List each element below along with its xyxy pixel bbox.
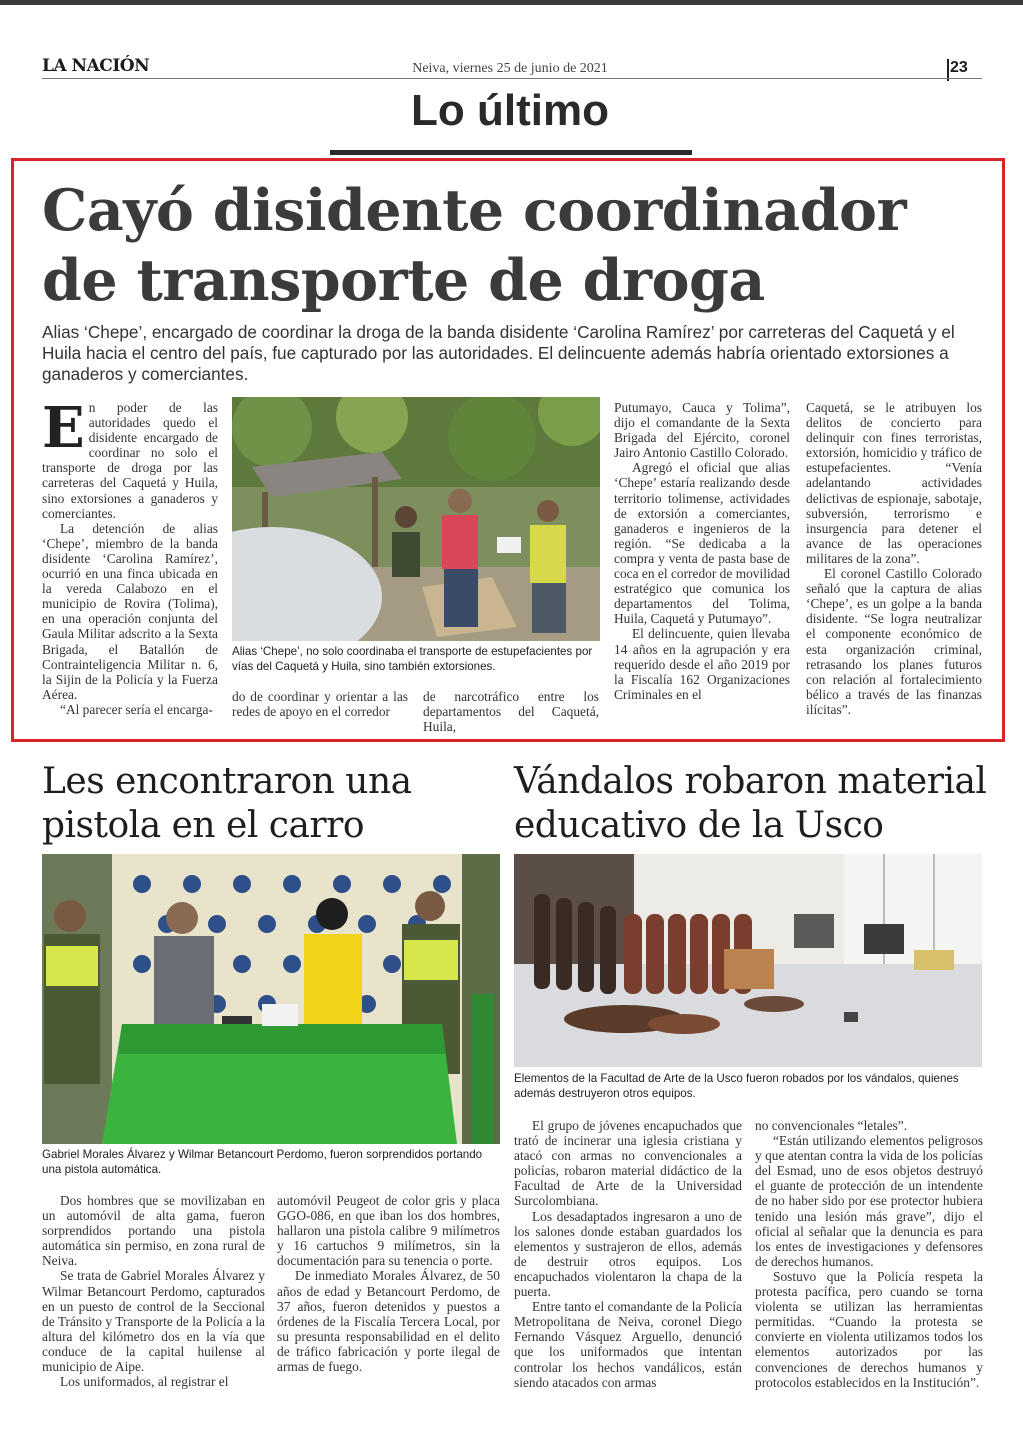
story3-paragraph: “Están utilizando elementos peligrosos y que atentan contra la vida de los policías del Esmad, uno de esos objetos destruyó el guante de protección de un intendente de no haber sido por ese protector hubiera tenido una lesión más grave”, dijo el oficial al señalar que la denuncia es para los entes de investigaciones y defensores de derechos humanos. <box>755 1133 983 1269</box>
detainees-photo <box>42 854 500 1144</box>
story3-paragraph: El grupo de jóvenes encapuchados que trató de incinerar una iglesia cristiana y atacó con armas no convencionales a policías, robaron material didáctico de la Facultad de Arte de la Universidad Surcolombiana. <box>514 1118 742 1209</box>
story3-column-2 <box>755 1118 983 1390</box>
story2-paragraph: Se trata de Gabriel Morales Álvarez y Wilmar Betancourt Perdomo, capturados en un puesto de control de la Seccional de Tránsito y Transporte de la Policía a la altura del kilómetro dos en la vía que conduce de la capital huilense al municipio de Aipe. <box>42 1268 265 1375</box>
story2-headline-line2: pistola en el carro <box>42 805 365 846</box>
story2-column-2 <box>277 1193 500 1374</box>
story1-paragraph: Caquetá, se le atribuyen los delitos de concierto para delinquir con fines terroristas, extorsión, homicidio y tráfico de estupefacientes. “Venía adelantando actividades delictivas de espionaje, sabotaje, subversión, terrorismo e insurgencia para detener el avance de las operaciones militares de la zona”. <box>806 400 982 566</box>
story3-headline <box>514 760 994 848</box>
story2-paragraph: Los uniformados, al registrar el <box>60 1374 229 1390</box>
story1-headline-line2: de transporte de droga <box>42 247 765 314</box>
story1-paragraph: do de coordinar y orientar a las redes de apoyo en el corredor <box>232 689 408 720</box>
story3-photo <box>514 854 982 1067</box>
story2-photo <box>42 854 500 1144</box>
story1-headline-line1: Cayó disidente coordinador <box>42 177 907 244</box>
issue-date: Neiva, viernes 25 de junio de 2021 <box>412 61 608 76</box>
story1-column-1 <box>42 395 218 717</box>
story1-paragraph: n poder de las autoridades quedo el disidente encargado de coordinar no solo el transporte de droga por las carreteras del Caquetá y Huila, sino extorsiones a ganaderos y comerciantes. <box>42 400 218 521</box>
story1-deck: Alias ‘Chepe’, encargado de coordinar la droga de la banda disidente ‘Carolina Ramírez’ por carreteras del Caquetá y el Huila hacia el centro del país, fue capturado por las autoridades. El delincuente además habría orientado extorsiones a ganaderos y comerciantes. <box>42 322 955 384</box>
story1-paragraph: “Al parecer sería el encarga- <box>60 701 213 717</box>
arrest-scene-photo <box>232 397 600 641</box>
story3-photo-caption: Elementos de la Facultad de Arte de la Usco fueron robados por los vándalos, quienes además destruyeron otros equipos. <box>514 1072 959 1100</box>
story1-column-5 <box>806 400 982 717</box>
story3-paragraph: Los desadaptados ingresaron a uno de los salones donde estaban guardados los elementos y sustrajeron de ellos, además de destruir otros equipos. Los encapuchados violentaron la chapa de la puerta. <box>514 1208 742 1300</box>
story1-column-2 <box>232 689 408 719</box>
story3-headline-line2: educativo de la Usco <box>514 805 884 846</box>
drop-cap: E <box>42 395 85 461</box>
section-title: Lo último <box>411 86 609 135</box>
story2-photo-caption: Gabriel Morales Álvarez y Wilmar Betancourt Perdomo, fueron sorprendidos portando una pistola automática. <box>42 1148 483 1176</box>
story2-paragraph: automóvil Peugeot de color gris y placa GGO-086, en que iban los dos hombres, hallaron una pistola calibre 9 milímetros y 16 cartuchos 9 milímetros, sin la documentación para su tenencia o porte. <box>277 1193 500 1269</box>
masthead-divider <box>42 78 982 79</box>
classroom-photo <box>514 854 982 1067</box>
story1-photo <box>232 397 600 641</box>
story1-paragraph: Agregó el oficial que alias ‘Chepe’ estaría realizando desde territorio tolimense, actividades de extorsión a comerciantes, ganaderos e ingenieros de la región. “Se dedicaba a la compra y venta de pasta base de coca en el corredor de movilidad estratégico que comunica los departamentos del Tolima, Huila, Caquetá y Putumayo”. <box>614 460 790 627</box>
story1-paragraph: de narcotráfico entre los departamentos del Caquetá, Huila, <box>423 689 599 735</box>
story3-paragraph: Sostuvo que la Policía respeta la protesta pacífica, pero cuando se torna violenta se utilizan las herramientas permitidas. “Cuando la protesta se convierte en violenta utilizamos todos los elementos autorizados por las convenciones de derechos humanos y protocolos establecidos en la Institución”. <box>755 1268 983 1390</box>
story1-paragraph: La detención de alias ‘Chepe’, miembro de la banda disidente ‘Carolina Ramírez’, ocurrió en una finca ubicada en la vereda Calabozo en el municipio de Rovira (Tolima), en una operación conjunta del Gaula Militar adscrito a la Sexta Brigada, el Batallón de Contrainteligencia Militar n. 6, la Sijin de la Policía y la Fuerza Aérea. <box>42 520 218 702</box>
story2-headline <box>42 760 502 848</box>
story3-paragraph: no convencionales “letales”. <box>755 1118 908 1133</box>
page-number: 23 <box>950 59 968 76</box>
story2-paragraph: Dos hombres que se movilizaban en un automóvil de alta gama, fueron sorprendidos portando una pistola automática sin permiso, en zona rural de Neiva. <box>42 1193 265 1269</box>
story1-headline <box>42 176 982 316</box>
story1-photo-caption: Alias ‘Chepe’, no solo coordinaba el transporte de estupefacientes por vías del Caquetá y Huila, sino también extorsiones. <box>232 645 593 673</box>
story2-headline-line1: Les encontraron una <box>42 761 412 802</box>
story2-column-1 <box>42 1193 265 1389</box>
top-border <box>0 0 1023 5</box>
section-divider <box>330 150 692 155</box>
story3-headline-line1: Vándalos robaron material <box>514 761 987 802</box>
story1-column-4 <box>614 400 790 702</box>
story2-paragraph: De inmediato Morales Álvarez, de 50 años de edad y Betancourt Perdomo, de 37 años, fueron detenidos y puestos a órdenes de la Fiscalía Tercera Local, por su presunta responsabilidad en el delito de tráfico fabricación y porte ilegal de armas de fuego. <box>277 1268 500 1375</box>
story1-paragraph: El coronel Castillo Colorado señaló que la captura de alias ‘Chepe’, es un golpe a la banda disidente. “Se logra neutralizar el componente económico de esta organización criminal, retrasando los planes futuros con relación al fortalecimiento bélico a través de las finanzas ilícitas”. <box>806 566 982 717</box>
newspaper-logo: LA NACIÓN <box>42 56 150 76</box>
story1-paragraph: Putumayo, Cauca y Tolima”, dijo el comandante de la Sexta Brigada del Ejército, coronel Jairo Antonio Castillo Colorado. <box>614 400 790 461</box>
story1-paragraph: El delincuente, quien llevaba 14 años en la agrupación y era requerido desde el año 2019 por la Fiscalía 162 Organizaciones Criminales en el <box>614 626 790 702</box>
story3-paragraph: Entre tanto el comandante de la Policía Metropolitana de Neiva, coronel Diego Fernando Vásquez Arguello, denunció que los uniformados que intentan controlar los hechos vandálicos, están siendo atacados con armas <box>514 1299 742 1390</box>
story1-column-3 <box>423 689 599 734</box>
story3-column-1 <box>514 1118 742 1390</box>
